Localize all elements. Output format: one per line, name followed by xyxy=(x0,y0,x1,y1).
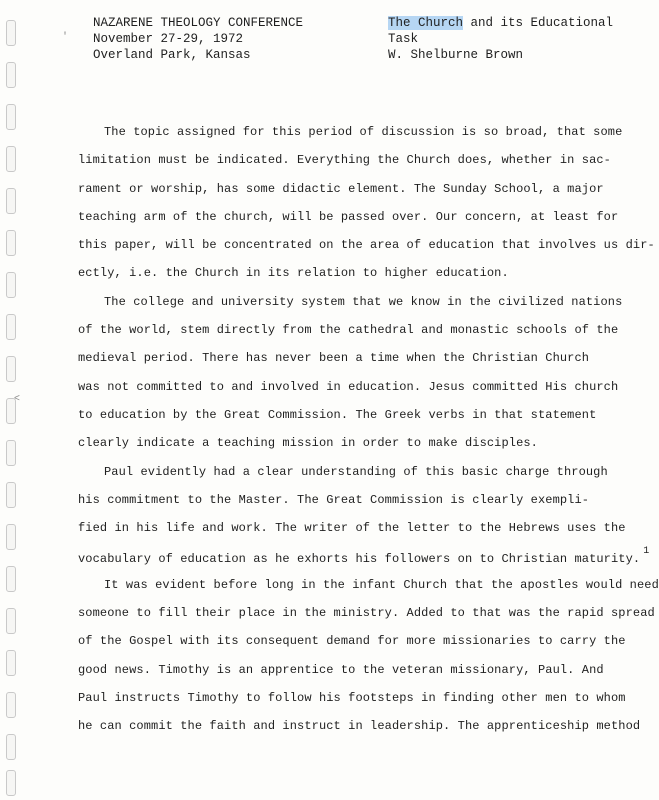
binder-hole xyxy=(6,20,16,46)
binder-hole xyxy=(6,440,16,466)
paragraph xyxy=(78,118,655,288)
text-line: limitation must be indicated. Everything the Church does, whether in sac- xyxy=(78,153,611,168)
text-line: It was evident before long in the infant Church that the apostles would need xyxy=(104,577,659,592)
conference-dates: November 27-29, 1972 xyxy=(93,32,244,46)
text-line: someone to fill their place in the ministry. Added to that was the rapid spread xyxy=(78,606,655,621)
text-line: was not committed to and involved in education. Jesus committed His church xyxy=(78,379,619,394)
paragraph xyxy=(78,458,650,571)
text-line: The topic assigned for this period of discussion is so broad, that some xyxy=(104,125,623,139)
binder-hole xyxy=(6,146,16,172)
text-line: ectly, i.e. the Church in its relation to higher education. xyxy=(78,266,509,281)
text-line: of the Gospel with its consequent demand for more missionaries to carry the xyxy=(78,634,626,649)
paper-title[interactable]: The Church and its Educational Task xyxy=(388,16,614,46)
footnote-marker: 1 xyxy=(643,546,650,558)
text-line: fied in his life and work. The writer of the letter to the Hebrews uses the xyxy=(78,521,626,536)
conference-location: Overland Park, Kansas xyxy=(93,48,251,62)
binder-hole xyxy=(6,482,16,508)
paragraph xyxy=(78,571,659,741)
binder-hole xyxy=(6,62,16,88)
text-line: this paper, will be concentrated on the area of education that involves us dir- xyxy=(78,238,655,253)
binder-hole xyxy=(6,566,16,592)
binder-hole xyxy=(6,692,16,718)
document-body xyxy=(78,118,659,741)
selected-text-highlight[interactable]: The Church xyxy=(388,16,464,30)
stray-mark: ˂ xyxy=(14,394,21,405)
text-line: clearly indicate a teaching mission in order to make disciples. xyxy=(78,436,538,451)
binder-hole xyxy=(6,188,16,214)
text-line: teaching arm of the church, will be passed over. Our concern, at least for xyxy=(78,209,619,224)
binder-hole xyxy=(6,734,16,760)
binder-hole xyxy=(6,524,16,550)
text-line: rament or worship, has some didactic element. The Sunday School, a major xyxy=(78,181,604,196)
text-line: The college and university system that we know in the civilized nations xyxy=(104,294,623,309)
text-line: of the world, stem directly from the cathedral and monastic schools of the xyxy=(78,323,619,338)
text-line: good news. Timothy is an apprentice to the veteran missionary, Paul. And xyxy=(78,662,604,677)
text-line: he can commit the faith and instruct in leadership. The apprenticeship method xyxy=(78,719,641,734)
conference-header xyxy=(93,15,303,63)
paragraph xyxy=(78,288,623,458)
paper-header xyxy=(388,15,621,63)
stray-mark: ' xyxy=(62,32,69,43)
text-line: Paul evidently had a clear understanding of this basic charge through xyxy=(104,464,608,479)
binder-hole xyxy=(6,608,16,634)
conference-name: NAZARENE THEOLOGY CONFERENCE xyxy=(93,16,304,30)
paper-author: W. Shelburne Brown xyxy=(388,48,524,62)
text-line: vocabulary of education as he exhorts his followers on to Christian maturity.$^1$ xyxy=(78,546,650,567)
text-line: to education by the Great Commission. The Greek verbs in that statement xyxy=(78,407,597,422)
binder-hole xyxy=(6,272,16,298)
binder-hole xyxy=(6,356,16,382)
text-line: medieval period. There has never been a time when the Christian Church xyxy=(78,351,590,366)
binder-hole xyxy=(6,650,16,676)
text-line: Paul instructs Timothy to follow his footsteps in finding other men to whom xyxy=(78,690,626,705)
binder-hole xyxy=(6,314,16,340)
text-line: his commitment to the Master. The Great Commission is clearly exempli- xyxy=(78,492,590,507)
binder-hole xyxy=(6,104,16,130)
binder-hole xyxy=(6,770,16,796)
binder-hole xyxy=(6,230,16,256)
